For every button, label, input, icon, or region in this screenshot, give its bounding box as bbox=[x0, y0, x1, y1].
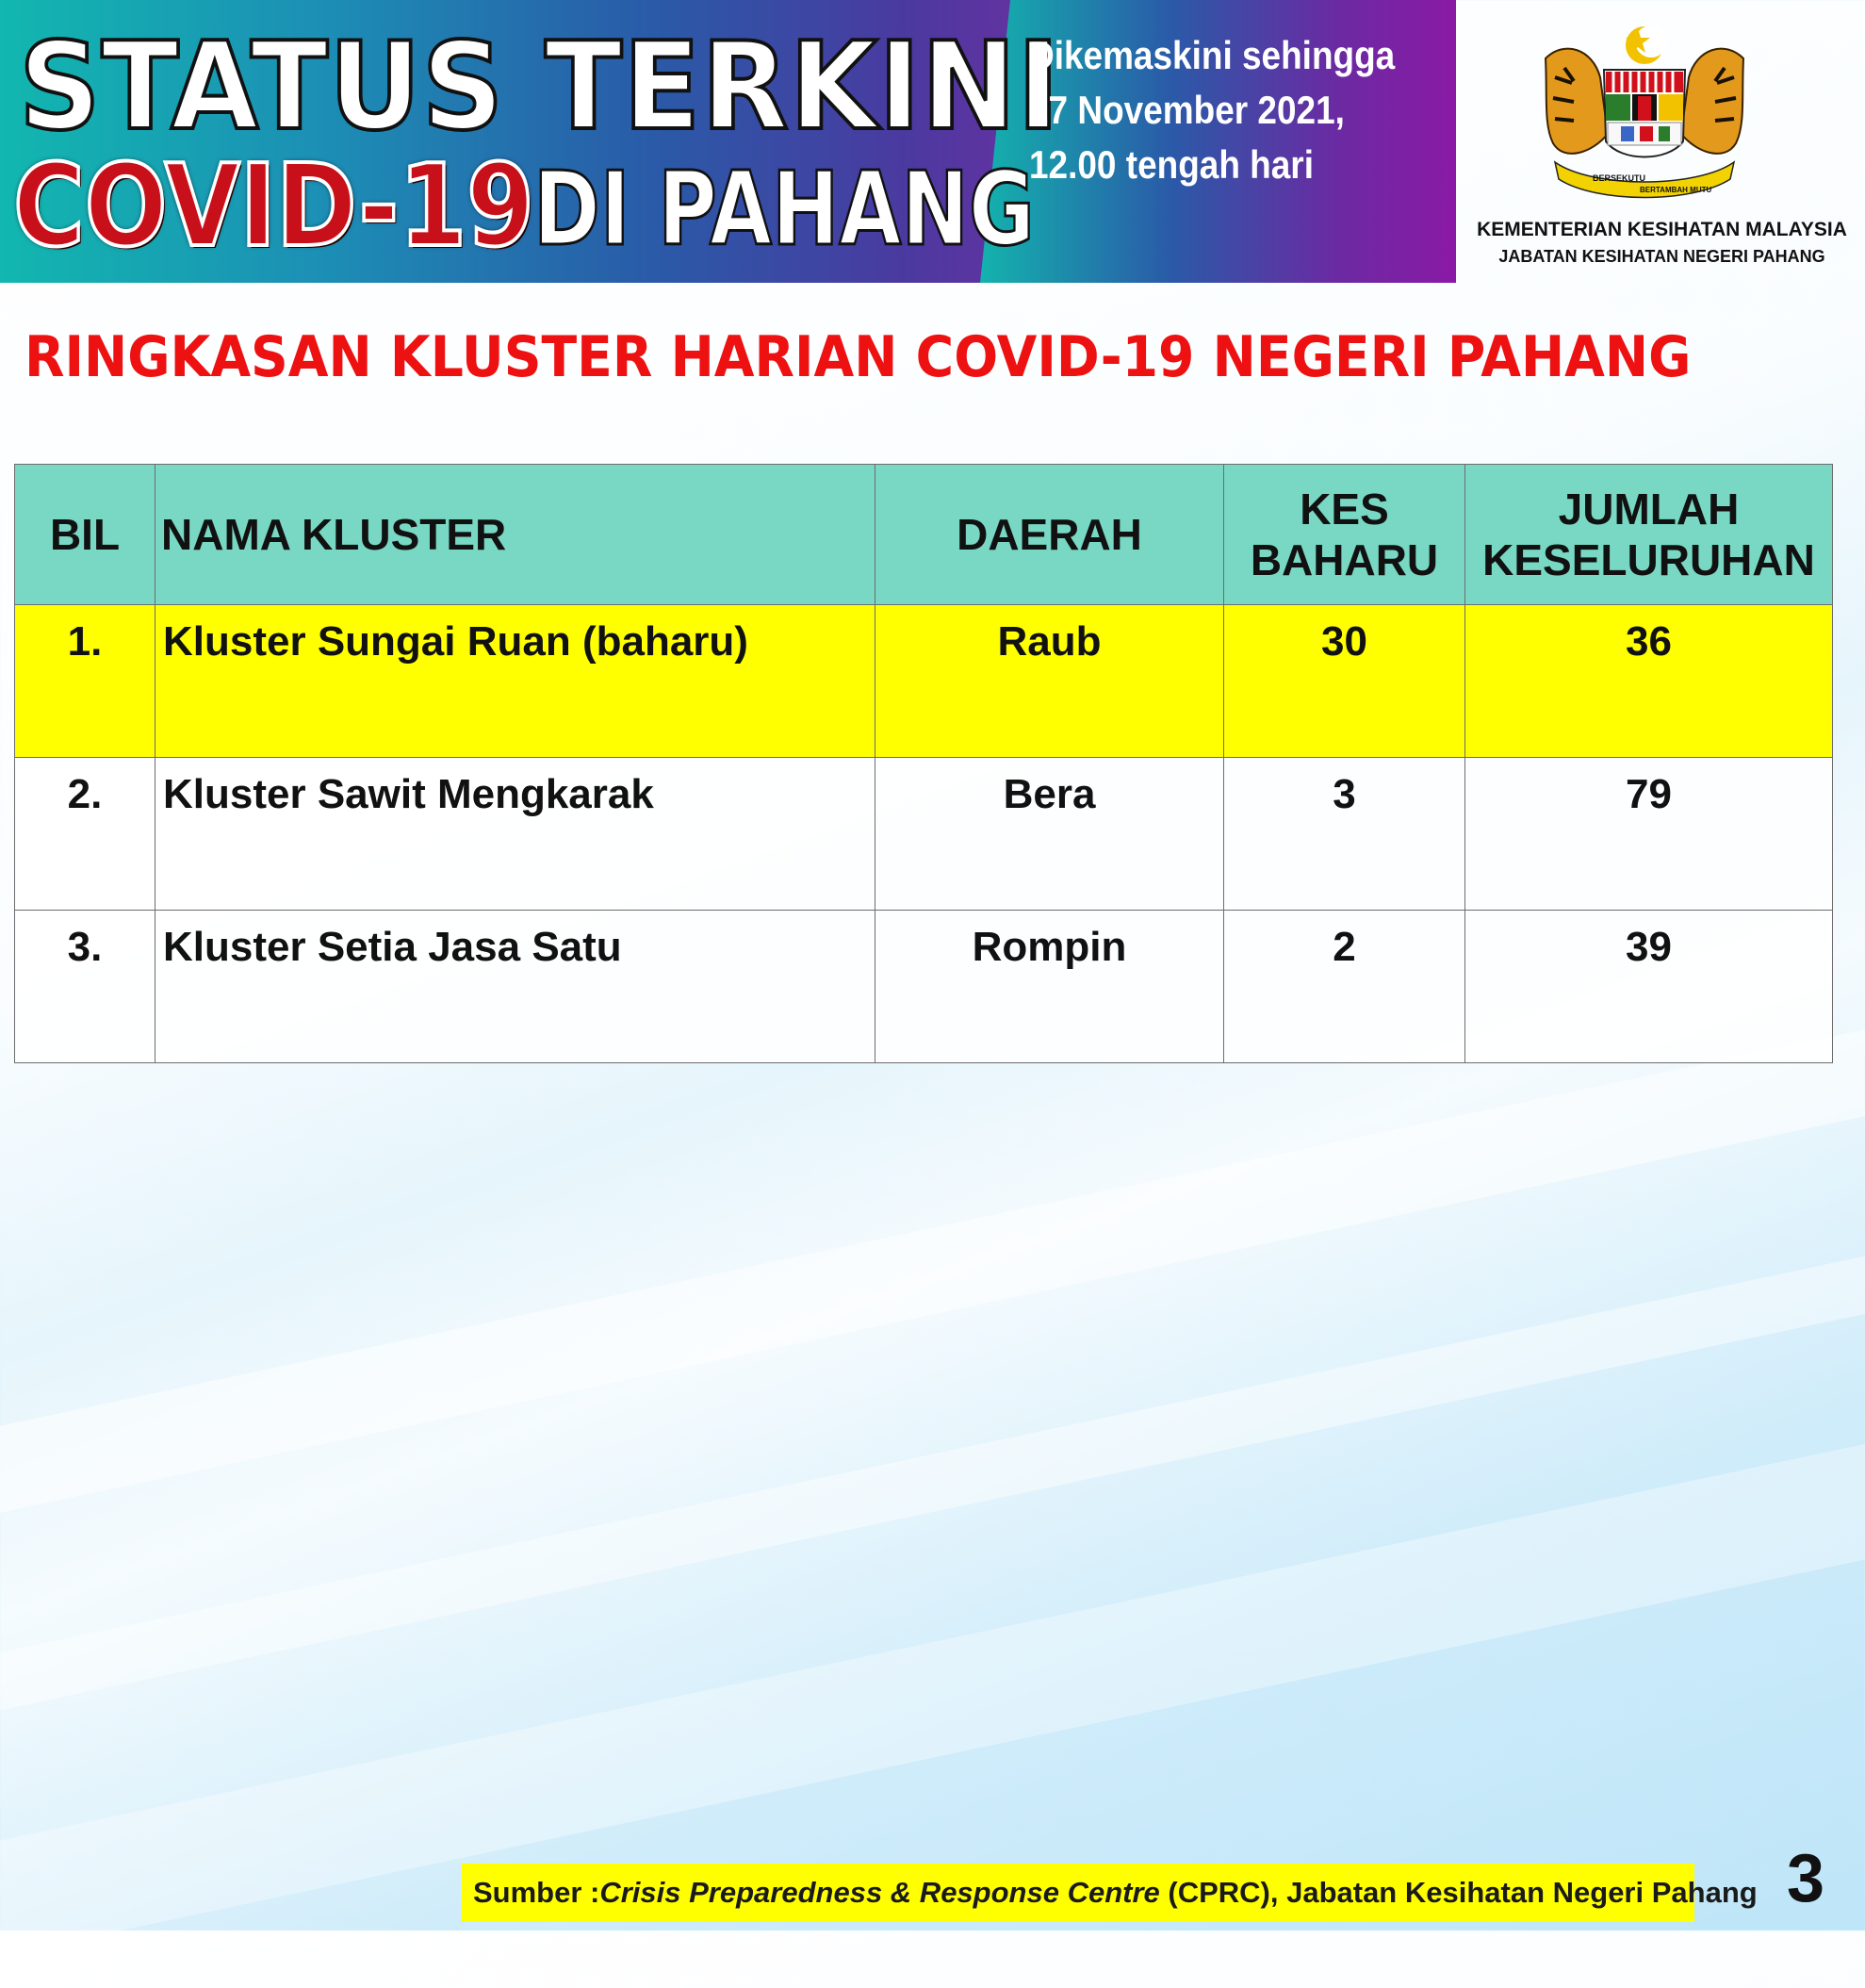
page-number: 3 bbox=[1787, 1841, 1825, 1916]
covid-title: COVID-19 bbox=[13, 141, 534, 272]
page-heading: RINGKASAN KLUSTER HARIAN COVID-19 NEGERI PAHANG bbox=[25, 324, 1692, 390]
cell-daerah: Raub bbox=[875, 605, 1224, 758]
header-kes-line2: BAHARU bbox=[1250, 535, 1439, 584]
cell-kes-baharu: 3 bbox=[1224, 758, 1465, 911]
cell-bil: 3. bbox=[15, 911, 155, 1063]
source-note bbox=[462, 1864, 1758, 1922]
header-jumlah-line2: KESELURUHAN bbox=[1482, 535, 1815, 584]
cluster-table bbox=[14, 464, 1833, 1063]
ministry-name: KEMENTERIAN KESIHATAN MALAYSIA bbox=[1477, 219, 1847, 240]
cell-jumlah: 36 bbox=[1465, 605, 1833, 758]
source-organisation: Crisis Preparedness & Response Centre bbox=[599, 1876, 1160, 1909]
location-title: DI PAHANG bbox=[533, 151, 1035, 269]
cell-kes-baharu: 2 bbox=[1224, 911, 1465, 1063]
cell-daerah: Rompin bbox=[875, 911, 1224, 1063]
header-bil: BIL bbox=[15, 465, 155, 605]
updated-line: 27 November 2021, bbox=[1029, 88, 1345, 132]
table-row bbox=[15, 911, 1833, 1063]
table-row bbox=[15, 605, 1833, 758]
table-row bbox=[15, 758, 1833, 911]
cell-kes-baharu: 30 bbox=[1224, 605, 1465, 758]
logo-motto-left: BERSEKUTU bbox=[1593, 173, 1646, 183]
department-name: JABATAN KESIHATAN NEGERI PAHANG bbox=[1498, 247, 1825, 266]
source-label: Sumber : bbox=[473, 1876, 600, 1909]
cell-bil: 1. bbox=[15, 605, 155, 758]
cell-bil: 2. bbox=[15, 758, 155, 911]
cell-nama-kluster: Kluster Sungai Ruan (baharu) bbox=[155, 605, 875, 758]
updated-line: 12.00 tengah hari bbox=[1029, 142, 1314, 187]
header-nama-kluster: NAMA KLUSTER bbox=[155, 465, 875, 605]
header-jumlah-line1: JUMLAH bbox=[1558, 485, 1740, 534]
header-daerah: DAERAH bbox=[875, 465, 1224, 605]
status-title: STATUS TERKINI bbox=[19, 17, 1061, 157]
header-kes-baharu bbox=[1224, 465, 1465, 605]
cell-nama-kluster: Kluster Sawit Mengkarak bbox=[155, 758, 875, 911]
header-kes-line1: KES bbox=[1300, 485, 1389, 534]
coat-of-arms-logo bbox=[1527, 21, 1762, 209]
logo-motto-right: BERTAMBAH MUTU bbox=[1640, 186, 1712, 194]
updated-line: Dikemaskini sehingga bbox=[1029, 33, 1396, 77]
source-detail: (CPRC), Jabatan Kesihatan Negeri Pahang bbox=[1159, 1876, 1758, 1909]
header-jumlah-keseluruhan bbox=[1465, 465, 1833, 605]
cell-jumlah: 79 bbox=[1465, 758, 1833, 911]
updated-timestamp bbox=[1029, 28, 1425, 192]
table-header-row bbox=[15, 465, 1833, 605]
cell-nama-kluster: Kluster Setia Jasa Satu bbox=[155, 911, 875, 1063]
cell-daerah: Bera bbox=[875, 758, 1224, 911]
cell-jumlah: 39 bbox=[1465, 911, 1833, 1063]
